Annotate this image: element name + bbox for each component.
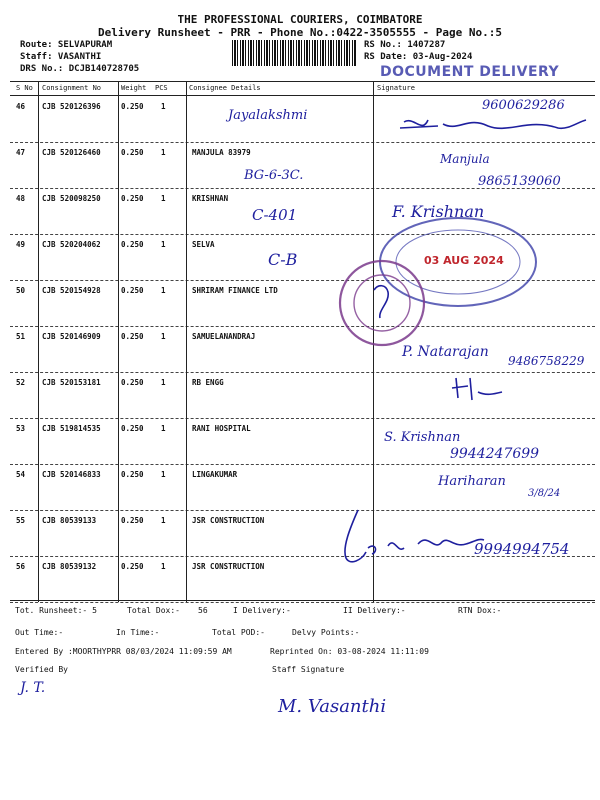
pieces-count: 1 <box>161 332 166 341</box>
weight-value: 0.250 <box>121 562 144 571</box>
col-divider <box>38 280 39 326</box>
col-divider <box>118 372 119 418</box>
consignee-details: LINGAKUMAR <box>192 470 238 479</box>
staff-signature-label: Staff Signature <box>272 665 345 674</box>
pieces-count: 1 <box>161 516 166 525</box>
col-divider <box>38 96 39 142</box>
weight-value: 0.250 <box>121 194 144 203</box>
serial-number: 51 <box>16 332 26 341</box>
handwritten-address: C-401 <box>252 206 298 224</box>
col-divider <box>373 142 374 188</box>
consignment-number: CJB 520154928 <box>42 286 101 295</box>
col-consignment-header: Consignment No <box>42 84 102 92</box>
rs-number: RS No.: 1407287 <box>364 40 446 50</box>
col-divider <box>38 556 39 602</box>
pieces-count: 1 <box>161 470 166 479</box>
col-divider <box>38 188 39 234</box>
weight-value: 0.250 <box>121 240 144 249</box>
row-separator <box>10 510 595 511</box>
consignment-number: CJB 520146909 <box>42 332 101 341</box>
weight-value: 0.250 <box>121 102 144 111</box>
col-divider <box>38 464 39 510</box>
handwritten-phone: 9600629286 <box>482 98 565 113</box>
col-divider <box>118 96 119 142</box>
pieces-count: 1 <box>161 562 166 571</box>
weight-value: 0.250 <box>121 516 144 525</box>
serial-number: 46 <box>16 102 26 111</box>
handwritten-signature: S. Krishnan <box>384 430 461 445</box>
consignee-details: SELVA <box>192 240 215 249</box>
col-divider <box>186 96 187 142</box>
document-delivery-stamp: DOCUMENT DELIVERY <box>380 64 560 80</box>
signature-scribble <box>398 112 588 140</box>
consignment-number: CJB 520126396 <box>42 102 101 111</box>
weight-value: 0.250 <box>121 286 144 295</box>
col-divider <box>118 280 119 326</box>
serial-number: 49 <box>16 240 26 249</box>
col-divider <box>186 142 187 188</box>
company-title: THE PROFESSIONAL COURIERS, COIMBATORE <box>177 13 423 26</box>
handwritten-phone: 9994994754 <box>474 540 570 558</box>
table-header-rule <box>10 95 595 96</box>
serial-number: 56 <box>16 562 26 571</box>
handwritten-address: C-B <box>268 250 298 269</box>
pieces-count: 1 <box>161 102 166 111</box>
barcode <box>232 40 356 66</box>
row-separator <box>10 464 595 465</box>
col-divider <box>186 188 187 234</box>
handwritten-phone: 9944247699 <box>450 446 540 462</box>
consignment-number: CJB 80539132 <box>42 562 97 571</box>
consignee-details: SAMUELANANDRAJ <box>192 332 256 341</box>
col-sno-header: S No <box>16 84 33 92</box>
handwritten-name: Manjula <box>440 152 490 166</box>
consignee-details: JSR CONSTRUCTION <box>192 562 265 571</box>
row-separator <box>10 372 595 373</box>
delivery-points: Delvy Points:- <box>292 628 360 637</box>
footer-rule <box>10 600 595 601</box>
verifier-initials: J. T. <box>20 680 46 696</box>
in-time: In Time:- <box>116 628 160 637</box>
col-divider <box>118 418 119 464</box>
col-divider <box>373 372 374 418</box>
reprinted-on: Reprinted On: 03-08-2024 11:11:09 <box>270 647 429 656</box>
col-divider <box>186 510 187 556</box>
col-divider <box>186 280 187 326</box>
col-divider <box>186 464 187 510</box>
col-divider <box>186 556 187 602</box>
row-separator <box>10 326 595 327</box>
col-divider <box>38 326 39 372</box>
weight-value: 0.250 <box>121 148 144 157</box>
pieces-count: 1 <box>161 240 166 249</box>
bank-seal-date: 03 AUG 2024 <box>424 254 504 267</box>
consignment-number: CJB 520204062 <box>42 240 101 249</box>
verified-by-label: Verified By <box>15 665 68 674</box>
signature-scribble <box>328 508 488 568</box>
table-top-rule <box>10 81 595 82</box>
col-pcs-header: PCS <box>155 84 168 92</box>
col-divider <box>118 510 119 556</box>
consignee-details: RANI HOSPITAL <box>192 424 251 433</box>
consignment-number: CJB 520146833 <box>42 470 101 479</box>
consignment-number: CJB 520098250 <box>42 194 101 203</box>
consignee-details: SHRIRAM FINANCE LTD <box>192 286 278 295</box>
ii-delivery: II Delivery:- <box>343 606 406 615</box>
col-divider <box>373 96 374 142</box>
serial-number: 53 <box>16 424 26 433</box>
col-divider <box>118 188 119 234</box>
row-separator <box>10 142 595 143</box>
col-weight-header: Weight <box>121 84 147 92</box>
consignment-number: CJB 520153181 <box>42 378 101 387</box>
rs-date: RS Date: 03-Aug-2024 <box>364 52 473 62</box>
col-divider <box>186 234 187 280</box>
weight-value: 0.250 <box>121 470 144 479</box>
serial-number: 50 <box>16 286 26 295</box>
staff-handwritten-signature: M. Vasanthi <box>278 696 387 717</box>
handwritten-date: 3/8/24 <box>528 488 561 499</box>
total-dox-value: 56 <box>198 606 208 615</box>
col-divider <box>38 142 39 188</box>
company-round-seal <box>334 258 434 348</box>
runsheet-subtitle: Delivery Runsheet - PRR - Phone No.:0422-3505555 - Page No.:5 <box>98 26 502 39</box>
handwritten-name: Jayalakshmi <box>228 108 308 123</box>
total-dox-label: Total Dox:- <box>127 606 180 615</box>
staff-label: Staff: VASANTHI <box>20 52 102 62</box>
col-divider <box>118 234 119 280</box>
col-signature-header: Signature <box>377 84 415 92</box>
pieces-count: 1 <box>161 378 166 387</box>
weight-value: 0.250 <box>121 424 144 433</box>
col-consignee-header: Consignee Details <box>189 84 261 92</box>
pieces-count: 1 <box>161 424 166 433</box>
serial-number: 47 <box>16 148 26 157</box>
col-divider <box>38 81 39 95</box>
signature-scribble <box>448 374 508 404</box>
weight-value: 0.250 <box>121 378 144 387</box>
handwritten-phone: 9486758229 <box>508 354 585 368</box>
drs-number: DRS No.: DCJB140728705 <box>20 64 140 74</box>
col-divider <box>373 81 374 95</box>
col-divider <box>118 326 119 372</box>
route-label: Route: SELVAPURAM <box>20 40 113 50</box>
i-delivery: I Delivery:- <box>233 606 291 615</box>
col-divider <box>373 464 374 510</box>
handwritten-phone: 9865139060 <box>478 174 561 189</box>
row-separator <box>10 602 595 603</box>
col-divider <box>373 188 374 234</box>
col-divider <box>118 142 119 188</box>
col-divider <box>118 464 119 510</box>
serial-number: 52 <box>16 378 26 387</box>
col-divider <box>118 556 119 602</box>
weight-value: 0.250 <box>121 332 144 341</box>
col-divider <box>373 418 374 464</box>
handwritten-signature: P. Natarajan <box>402 344 489 360</box>
col-divider <box>38 234 39 280</box>
serial-number: 55 <box>16 516 26 525</box>
handwritten-signature: F. Krishnan <box>392 202 485 221</box>
pieces-count: 1 <box>161 286 166 295</box>
handwritten-address: BG-6-3C. <box>244 168 304 183</box>
consignee-details: RB ENGG <box>192 378 224 387</box>
total-runsheet: Tot. Runsheet:- 5 <box>15 606 97 615</box>
col-divider <box>118 81 119 95</box>
pieces-count: 1 <box>161 194 166 203</box>
col-divider <box>186 418 187 464</box>
consignee-details: KRISHNAN <box>192 194 229 203</box>
col-divider <box>186 372 187 418</box>
col-divider <box>38 418 39 464</box>
serial-number: 48 <box>16 194 26 203</box>
out-time: Out Time:- <box>15 628 64 637</box>
col-divider <box>186 326 187 372</box>
col-divider <box>38 372 39 418</box>
total-pod: Total POD:- <box>212 628 265 637</box>
pieces-count: 1 <box>161 148 166 157</box>
row-separator <box>10 418 595 419</box>
entered-by: Entered By :MOORTHYPRR 08/03/2024 11:09:59 AM <box>15 647 232 656</box>
col-divider <box>38 510 39 556</box>
serial-number: 54 <box>16 470 26 479</box>
consignee-details: MANJULA 83979 <box>192 148 251 157</box>
consignee-details: JSR CONSTRUCTION <box>192 516 265 525</box>
consignment-number: CJB 80539133 <box>42 516 97 525</box>
handwritten-signature: Hariharan <box>438 474 506 489</box>
consignment-number: CJB 520126460 <box>42 148 101 157</box>
col-divider <box>186 81 187 95</box>
consignment-number: CJB 519814535 <box>42 424 101 433</box>
rtn-dox: RTN Dox:- <box>458 606 502 615</box>
